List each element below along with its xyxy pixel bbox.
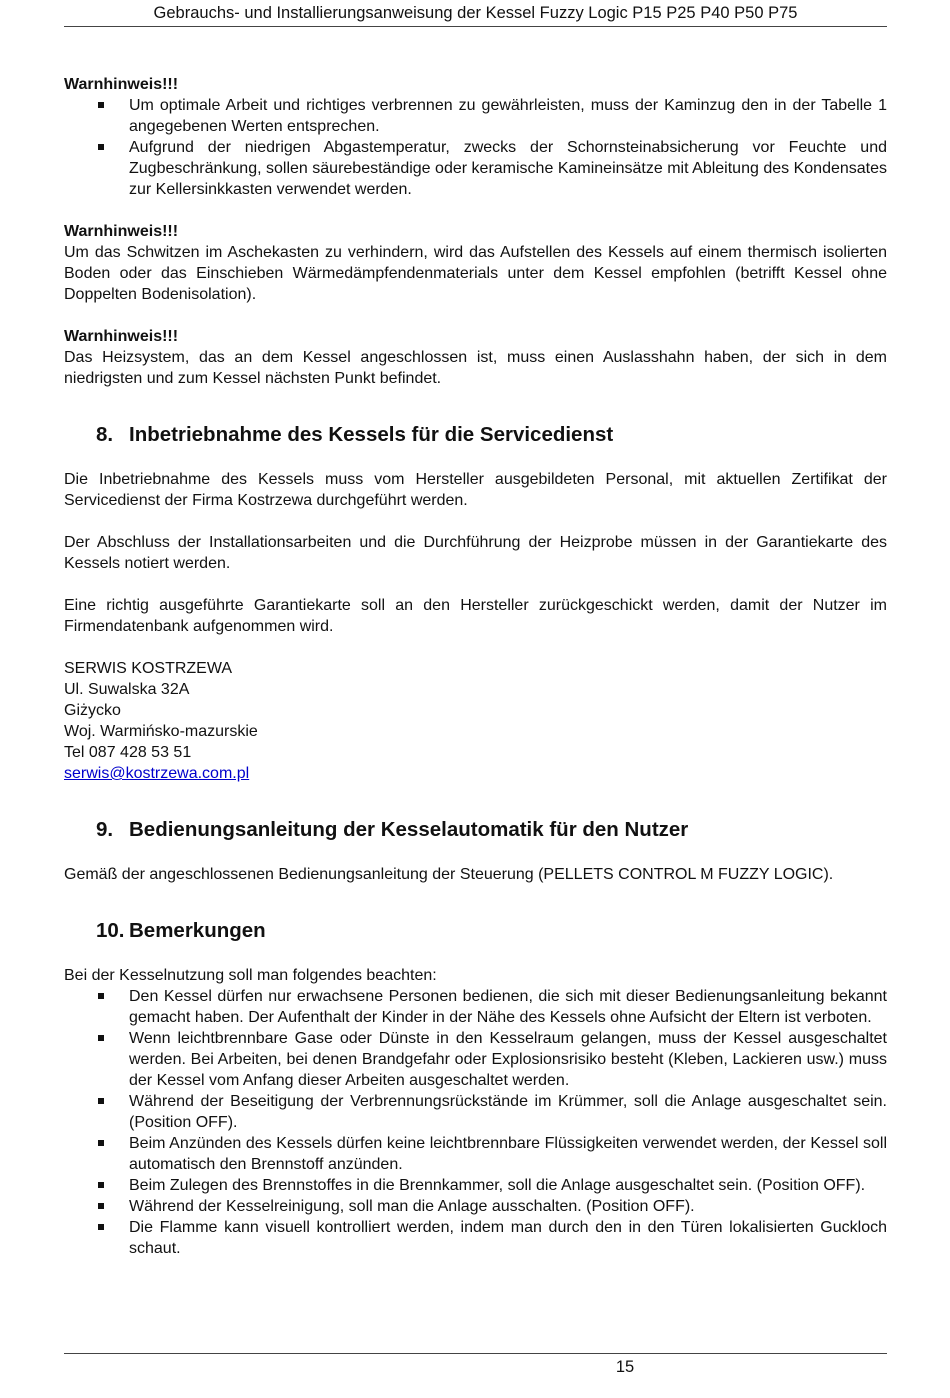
email-link[interactable]: serwis@kostrzewa.com.pl (64, 765, 250, 782)
section-title: Bemerkungen (129, 919, 266, 942)
list-item: Beim Anzünden des Kessels dürfen keine leichtbrennbare Flüssigkeiten verwendet werden, der Kessel soll automatisch den Brennstoff anzünden. (64, 1133, 887, 1175)
list-item: Während der Beseitigung der Verbrennungsrückstände im Krümmer, soll die Anlage ausgeschaltet sein. (Position OFF). (64, 1091, 887, 1133)
section-number: 9. (96, 818, 114, 841)
section-number: 10. (96, 919, 125, 942)
warning-text: Um das Schwitzen im Aschekasten zu verhindern, wird das Aufstellen des Kessels auf einem thermisch isolierten Boden oder das Einschieben Wärmedämpfendenmaterials unter dem Kessel empfohlen (betrifft Kessel ohne Doppelten Bodenisolation). (64, 244, 887, 303)
list-item: Wenn leichtbrennbare Gase oder Dünste in den Kesselraum gelangen, muss der Kessel ausgeschaltet werden. Bei Arbeiten, bei denen Brandgefahr oder Explosionsrisiko besteht (Kleben, Lackieren usw.) muss der Kessel vom Anfang dieser Arbeiten ausgeschaltet werden. (64, 1028, 887, 1091)
list-item: Um optimale Arbeit und richtiges verbrennen zu gewährleisten, muss der Kaminzug den in der Tabelle 1 angegebenen Werten entsprechen. (64, 95, 887, 137)
paragraph: Die Inbetriebnahme des Kessels muss vom Hersteller ausgebildeten Personal, mit aktuellen Zertifikat der Servicedienst der Firma Kostrzewa durchgeführt werden. (64, 471, 887, 509)
list-item: Während der Kesselreinigung, soll man die Anlage ausschalten. (Position OFF). (64, 1196, 887, 1217)
address-street: Ul. Suwalska 32A (64, 681, 190, 698)
list-item: Den Kessel dürfen nur erwachsene Personen bedienen, die sich mit dieser Bedienungsanleitung bekannt gemacht haben. Der Aufenthalt der Kinder in der Nähe des Kessels ohne Aufsicht der Eltern ist verboten. (64, 986, 887, 1028)
paragraph: Der Abschluss der Installationsarbeiten und die Durchführung der Heizprobe müssen in der Garantiekarte des Kessels notiert werden. (64, 534, 887, 572)
header-title: Gebrauchs- und Installierungsanweisung der Kessel Fuzzy Logic P15 P25 P40 P50 P75 (153, 4, 798, 22)
list-item: Die Flamme kann visuell kontrolliert werden, indem man durch den in den Türen lokalisierten Guckloch schaut. (64, 1217, 887, 1259)
address-region: Woj. Warmińsko-mazurskie (64, 723, 258, 740)
page-header (64, 4, 887, 27)
paragraph: Bei der Kesselnutzung soll man folgendes beachten: (64, 967, 437, 984)
address-phone: Tel 087 428 53 51 (64, 744, 192, 761)
service-address (64, 658, 887, 784)
address-city: Giżycko (64, 702, 121, 719)
warning-title: Warnhinweis!!! (64, 328, 179, 345)
paragraph: Eine richtig ausgeführte Garantiekarte soll an den Hersteller zurückgeschickt werden, damit der Nutzer im Firmendatenbank aufgenommen wird. (64, 597, 887, 635)
warning-list (64, 95, 887, 200)
page-content (64, 74, 887, 1259)
page-number: 15 (615, 1358, 635, 1376)
section-title: Bedienungsanleitung der Kesselautomatik für den Nutzer (129, 818, 689, 841)
section-heading-10 (64, 918, 887, 944)
section-number: 8. (96, 423, 114, 446)
section-heading-9 (64, 817, 887, 843)
section-title: Inbetriebnahme des Kessels für die Servicedienst (129, 423, 614, 446)
footer-divider (64, 1353, 887, 1354)
warning-title: Warnhinweis!!! (64, 223, 179, 240)
paragraph: Gemäß der angeschlossenen Bedienungsanleitung der Steuerung (PELLETS CONTROL M FUZZY LOGIC). (64, 866, 834, 883)
warning-title: Warnhinweis!!! (64, 76, 179, 93)
list-item: Aufgrund der niedrigen Abgastemperatur, zwecks der Schornsteinabsicherung vor Feuchte und Zugbeschränkung, sollen säurebeständige oder keramische Kamineinsätze mit Ableitung des Kondensates zur Kellersinkkasten verwendet werden. (64, 137, 887, 200)
warning-text: Das Heizsystem, das an dem Kessel angeschlossen ist, muss einen Auslasshahn haben, der sich in dem niedrigsten und zum Kessel nächsten Punkt befindet. (64, 349, 887, 387)
list-item: Beim Zulegen des Brennstoffes in die Brennkammer, soll die Anlage ausgeschaltet sein. (Position OFF). (64, 1175, 887, 1196)
section-heading-8 (64, 422, 887, 448)
address-name: SERWIS KOSTRZEWA (64, 660, 233, 677)
remarks-list (64, 986, 887, 1259)
